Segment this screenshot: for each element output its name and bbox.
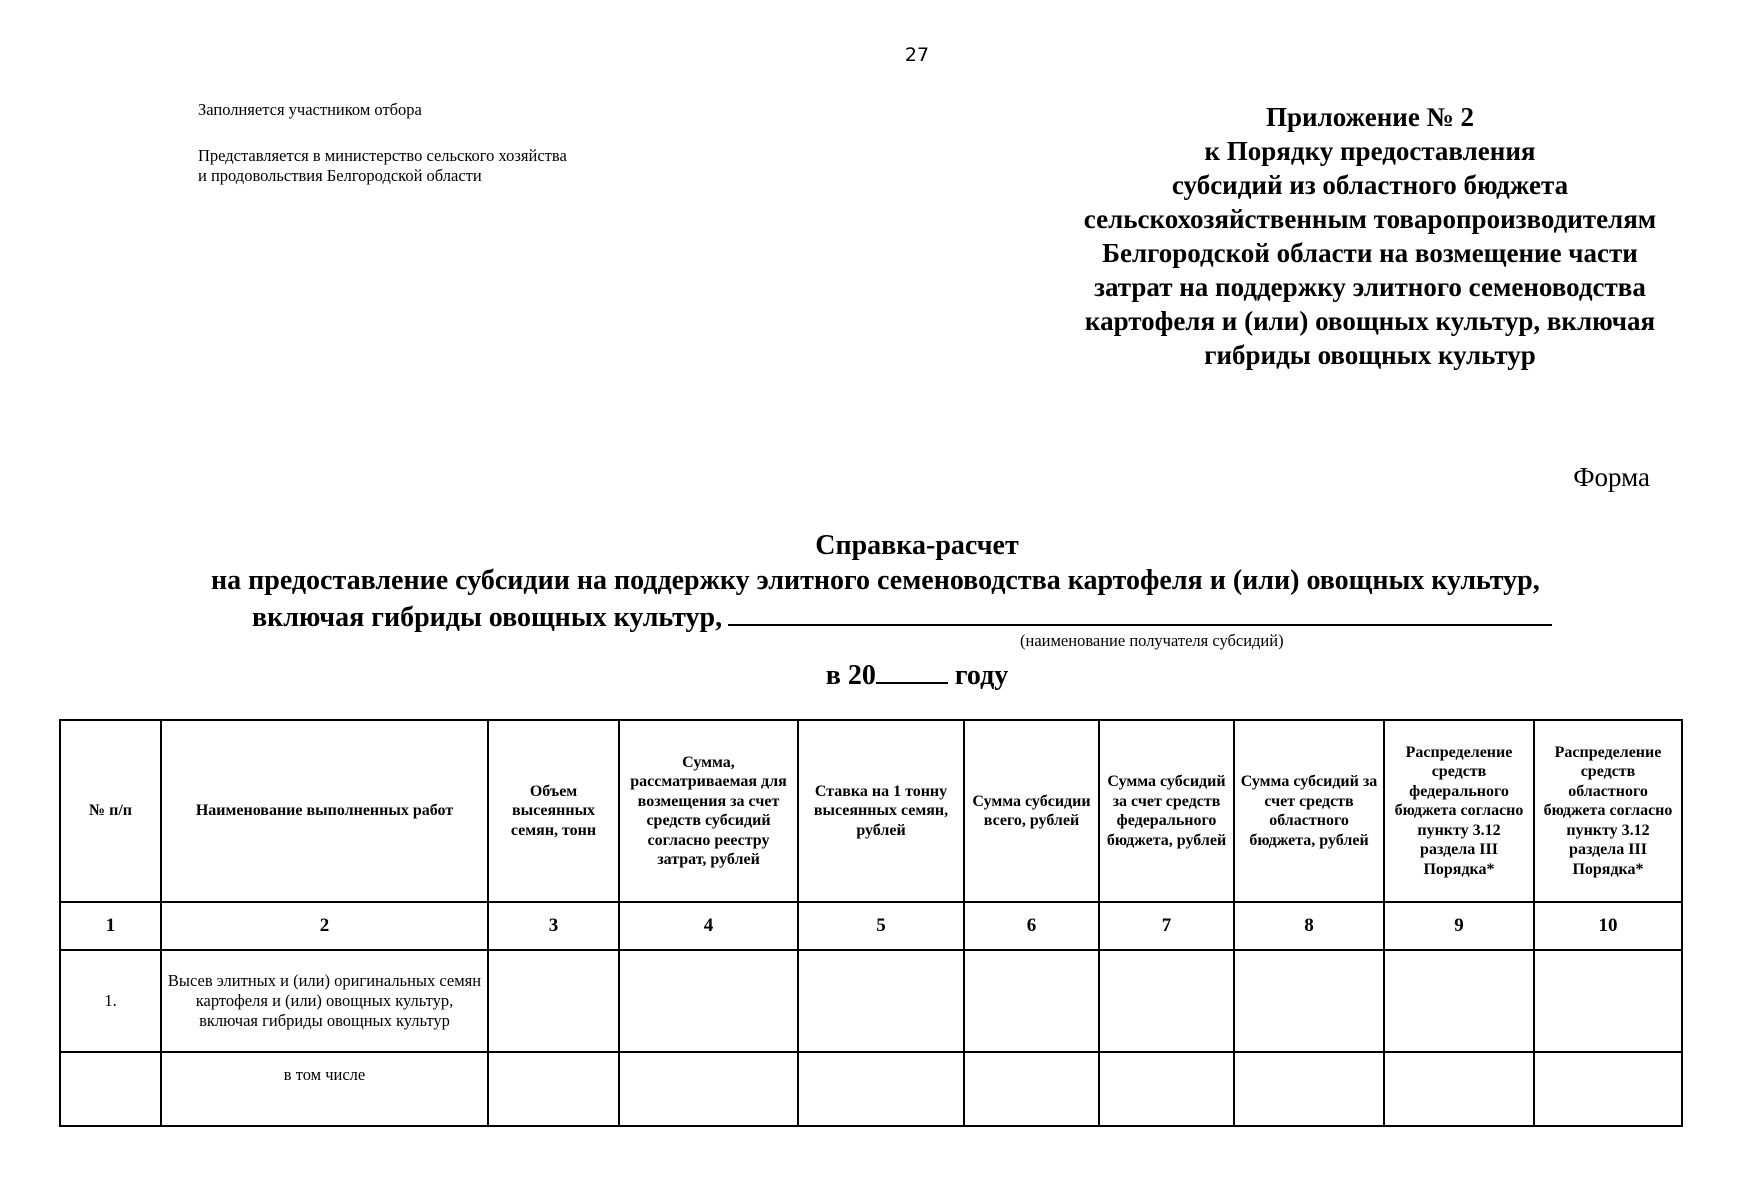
document-subtitle: на предоставление субсидии на поддержку элитного семеноводства картофеля и (или) овощных культур, [211, 565, 1540, 596]
appendix-line: Приложение № 2 [1266, 102, 1474, 132]
document-subtitle-line2 [252, 600, 1552, 634]
header-cell-cost-sum: Сумма, рассматриваемая для возмещения за счет средств субсидий согласно реестру затрат, рублей [619, 720, 798, 902]
table-row [60, 1052, 1682, 1126]
column-number: 5 [798, 902, 964, 950]
header-cell-seed-volume: Объем высеянных семян, тонн [488, 720, 619, 902]
year-line [0, 660, 1760, 692]
table-cell-empty [488, 950, 619, 1052]
form-label: Форма [1573, 462, 1650, 492]
header-cell-federal-subsidy: Сумма субсидий за счет средств федерального бюджета, рублей [1099, 720, 1234, 902]
column-number-row [60, 902, 1682, 950]
calculation-table [59, 719, 1683, 1127]
table-cell-empty [619, 1052, 798, 1126]
year-prefix: в 20 [825, 660, 876, 691]
table-cell-empty [1234, 950, 1384, 1052]
column-number: 2 [161, 902, 488, 950]
column-number: 8 [1234, 902, 1384, 950]
table-cell-empty [1099, 1052, 1234, 1126]
header-cell-regional-distribution: Распределение средств областного бюджета согласно пункту 3.12 раздела III Порядка* [1534, 720, 1682, 902]
appendix-line: сельскохозяйственным товаропроизводителям [1083, 204, 1657, 234]
row-work-name: Высев элитных и (или) оригинальных семян картофеля и (или) овощных культур, включая гибриды овощных культур [161, 950, 488, 1052]
table-cell-empty [488, 1052, 619, 1126]
appendix-line: затрат на поддержку элитного семеноводства [1094, 272, 1646, 302]
table-cell-empty [1099, 950, 1234, 1052]
table-row [60, 950, 1682, 1052]
document-title: Справка-расчет [815, 530, 1019, 561]
column-number: 9 [1384, 902, 1534, 950]
recipient-name-blank [728, 600, 1552, 626]
appendix-block [1030, 100, 1710, 372]
row-number [60, 1052, 161, 1126]
header-cell-regional-subsidy: Сумма субсидий за счет средств областного бюджета, рублей [1234, 720, 1384, 902]
table-cell-empty [1534, 950, 1682, 1052]
column-number: 6 [964, 902, 1099, 950]
table-header-row [60, 720, 1682, 902]
appendix-line: Белгородской области на возмещение части [1102, 238, 1638, 268]
row-work-name: в том числе [161, 1052, 488, 1126]
column-number: 3 [488, 902, 619, 950]
table-cell-empty [1384, 950, 1534, 1052]
header-cell-subsidy-total: Сумма субсидии всего, рублей [964, 720, 1099, 902]
row-number: 1. [60, 950, 161, 1052]
table-cell-empty [1384, 1052, 1534, 1126]
table-cell-empty [1534, 1052, 1682, 1126]
table-cell-empty [964, 950, 1099, 1052]
year-suffix: году [954, 660, 1009, 691]
appendix-line: к Порядку предоставления [1204, 136, 1536, 166]
subtitle-line2-text: включая гибриды овощных культур, [252, 602, 723, 633]
page-number: 27 [904, 44, 930, 66]
header-cell-federal-distribution: Распределение средств федерального бюджета согласно пункту 3.12 раздела III Порядка* [1384, 720, 1534, 902]
header-cell-rate: Ставка на 1 тонну высеянных семян, рублей [798, 720, 964, 902]
table-cell-empty [964, 1052, 1099, 1126]
appendix-line: субсидий из областного бюджета [1171, 170, 1569, 200]
column-number: 7 [1099, 902, 1234, 950]
column-number: 10 [1534, 902, 1682, 950]
appendix-line: картофеля и (или) овощных культур, включая [1084, 306, 1656, 336]
header-cell-num: № п/п [60, 720, 161, 902]
column-number: 1 [60, 902, 161, 950]
table-cell-empty [798, 1052, 964, 1126]
table-cell-empty [619, 950, 798, 1052]
appendix-line: гибриды овощных культур [1204, 340, 1536, 370]
table-cell-empty [798, 950, 964, 1052]
header-submitted-to-line1: Представляется в министерство сельского хозяйства [198, 146, 567, 165]
header-submitted-to-line2: и продовольствия Белгородской области [198, 166, 482, 185]
header-cell-work-name: Наименование выполненных работ [161, 720, 488, 902]
header-filled-by: Заполняется участником отбора [198, 100, 422, 119]
recipient-caption: (наименование получателя субсидий) [1020, 631, 1284, 650]
column-number: 4 [619, 902, 798, 950]
table-cell-empty [1234, 1052, 1384, 1126]
year-blank [876, 660, 948, 684]
